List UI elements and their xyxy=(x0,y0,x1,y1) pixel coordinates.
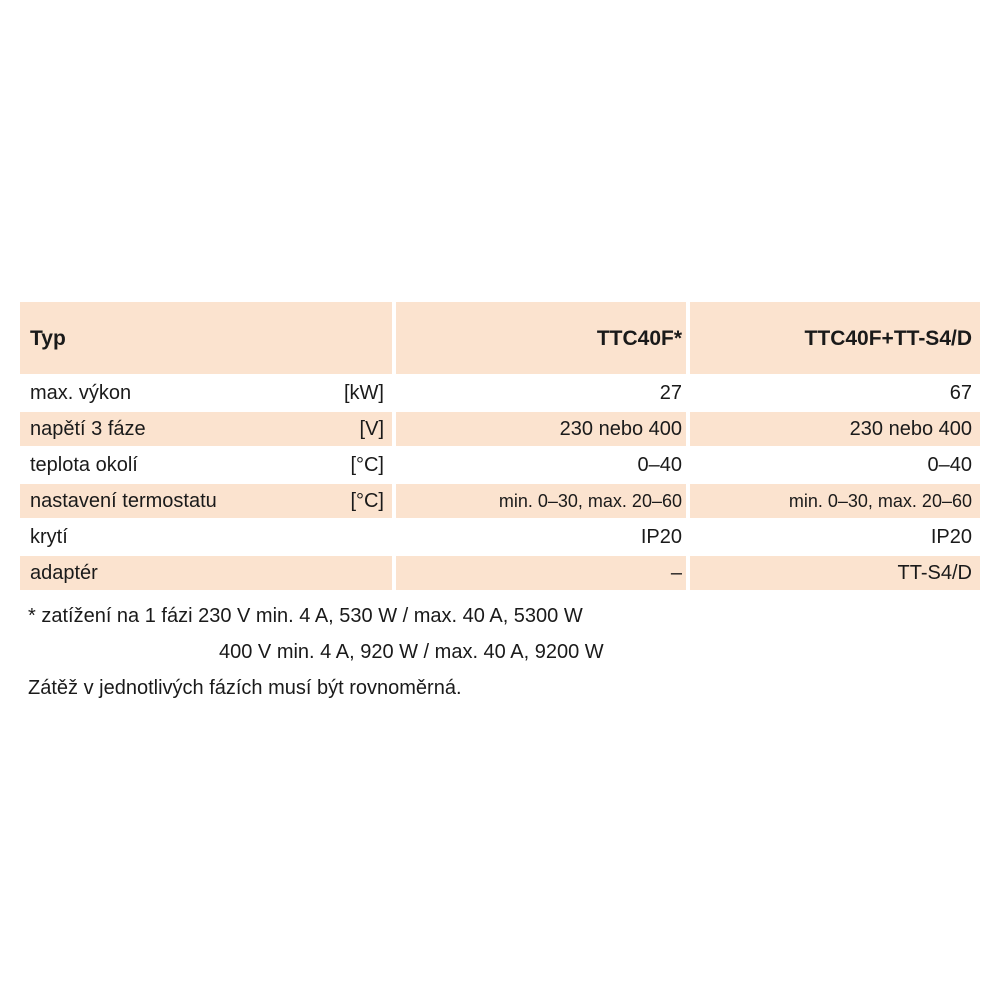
row-label-cell xyxy=(20,412,392,446)
row-label: adaptér xyxy=(30,562,98,584)
row-label-cell xyxy=(20,448,392,482)
row-unit: [kW] xyxy=(344,382,384,404)
value-col2: IP20 xyxy=(930,526,972,548)
row-unit: [V] xyxy=(359,418,384,440)
row-label: krytí xyxy=(30,526,68,548)
row-label-cell xyxy=(20,556,392,590)
row-label-cell xyxy=(20,484,392,518)
value-col1: 0–40 xyxy=(637,454,682,476)
row-label: nastavení termostatu xyxy=(30,490,217,512)
table-header-row xyxy=(20,302,980,374)
value-col2: 67 xyxy=(949,382,972,404)
row-label: napětí 3 fáze xyxy=(30,418,146,440)
table-row-adapter xyxy=(20,556,980,590)
value-col1: IP20 xyxy=(640,526,682,548)
footnote-load-230v: * zatížení na 1 fázi 230 V min. 4 A, 530 W / max. 40 A, 5300 W xyxy=(28,605,583,627)
table-row-thermostat-setting xyxy=(20,484,980,518)
value-col1: 27 xyxy=(659,382,682,404)
row-label: max. výkon xyxy=(30,382,132,404)
table-row-protection xyxy=(20,520,980,554)
value-col1: 230 nebo 400 xyxy=(396,412,686,446)
header-model-ttc40f-tt-s4d: TTC40F+TT-S4/D xyxy=(690,302,980,374)
row-unit: [°C] xyxy=(350,454,384,476)
row-label-cell xyxy=(20,376,392,410)
spec-table xyxy=(20,302,980,592)
table-row-ambient-temperature xyxy=(20,448,980,482)
row-label: teplota okolí xyxy=(30,454,138,476)
header-model-ttc40f: TTC40F* xyxy=(396,302,686,374)
table-row-voltage xyxy=(20,412,980,446)
value-col2: 0–40 xyxy=(927,454,972,476)
row-unit: [°C] xyxy=(350,490,384,512)
value-col2: min. 0–30, max. 20–60 xyxy=(690,484,980,518)
footnotes xyxy=(28,598,604,706)
value-col2: 230 nebo 400 xyxy=(690,412,980,446)
footnote-load-400v: 400 V min. 4 A, 920 W / max. 40 A, 9200 W xyxy=(219,641,604,663)
footnote-balanced-load: Zátěž v jednotlivých fázích musí být rovnoměrná. xyxy=(28,677,462,699)
header-type-label: Typ xyxy=(20,302,392,374)
value-col1: – xyxy=(396,556,686,590)
row-label-cell xyxy=(20,520,392,554)
table-row-max-power xyxy=(20,376,980,410)
value-col2: TT-S4/D xyxy=(690,556,980,590)
value-col1: min. 0–30, max. 20–60 xyxy=(396,484,686,518)
